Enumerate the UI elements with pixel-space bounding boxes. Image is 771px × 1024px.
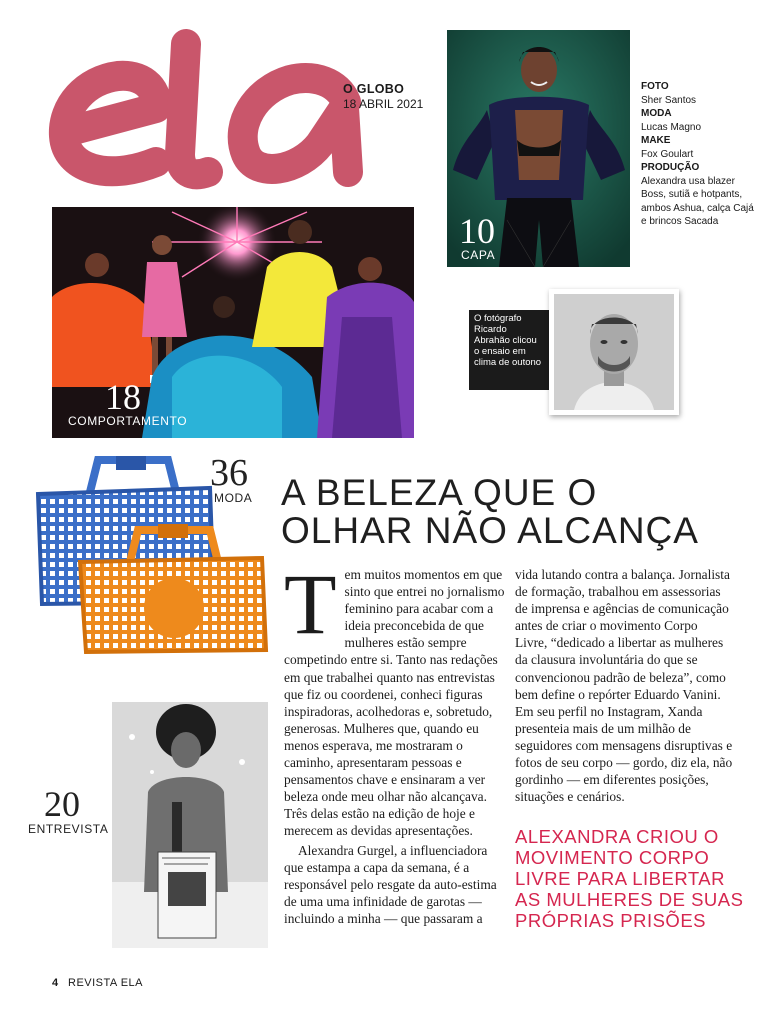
credit-value: Sher Santos (641, 94, 697, 106)
cover-page-label: CAPA (461, 248, 496, 262)
cover-page-number: 10 (459, 211, 495, 251)
article-paragraph (284, 556, 505, 840)
behavior-page-number: 18 (105, 377, 141, 417)
photographer-caption: O fotógrafo Ricardo Abrahão clicou o ensaio em clima de outono (469, 310, 549, 390)
credit-key: FOTO (641, 81, 669, 92)
photo-credits (641, 80, 761, 229)
behavior-page-label: COMPORTAMENTO (68, 414, 188, 428)
article-column-1 (284, 556, 505, 927)
issue-date: 18 ABRIL 2021 (343, 97, 424, 111)
credit-value: Lucas Magno (641, 121, 702, 133)
pull-quote: ALEXANDRA CRIOU O MOVIMENTO CORPO LIVRE PARA LIBERTAR AS MULHERES DE SUAS PRÓPRIAS PRISÕES (515, 826, 744, 931)
credit-key: MAKE (641, 135, 671, 146)
credit-value: Fox Goulart (641, 148, 694, 160)
behavior-photo[interactable] (52, 207, 414, 438)
article-paragraph: Alexandra Gurgel, a influenciadora que estampa a capa da semana, é a responsável pelo resgate da auto-estima de uma uma infinidade de garotas — incluindo a minha — que passaram a (284, 842, 497, 926)
article-paragraph: vida lutando contra a balança. Jornalista de formação, trabalhou em assessorias de imprensa e agências de comunicação antes de criar o movimento Corpo Livre, “dedicado a libertar as mulheres da clausura involuntária do que se convencionou padrão de beleza”, como bem define o repórter Eduardo Vanini. Em seu perfil no Instagram, Xanda presenteia mais de um milhão de seguidores com mensagens disruptivas e fotos de seu corpo — gordo, diz ela, não gordinho — em diferentes posições, situações e cenários. (515, 567, 733, 805)
cover-photo[interactable] (447, 30, 630, 267)
interview-page-label: ENTREVISTA (28, 822, 109, 836)
credit-key: MODA (641, 108, 672, 119)
interview-page-number: 20 (44, 784, 80, 824)
footer-page-number: 4 (52, 977, 59, 989)
interview-photo[interactable] (112, 702, 268, 948)
credit-value: Alexandra usa blazer Boss, sutiã e hotpants, ambos Ashua, calça Cajá e brincos Sacada (641, 175, 754, 227)
drop-cap: T (284, 556, 337, 652)
ela-logo (48, 22, 378, 192)
footer-magazine-name: REVISTA ELA (68, 977, 143, 989)
article-column-2 (515, 566, 733, 805)
newspaper-name: O GLOBO (343, 82, 405, 96)
paragraph-text: em muitos momentos em que sinto que entrei no jornalismo feminino para acabar com a ideia preconcebida de que mulheres estão sempre competindo entre si. Tanto nas redações em que trabalhei quanto nas entrevistas que fiz ou coordenei, conheci figuras inspiradoras, acolhedoras e, sobretudo, generosas. Mulheres que, quando eu menos esperava, me mostraram o caminho, apresentaram pessoas e pensamentos chave e ensinaram a ver beleza onde meu olhar não alcançava. Três delas estão na edição de hoje e merecem as devidas apresentações. (284, 567, 505, 839)
photographer-photo[interactable] (554, 294, 674, 410)
fashion-page-number: 36 (210, 452, 248, 494)
fashion-page-label: MODA (214, 491, 253, 505)
credit-key: PRODUÇÃO (641, 162, 700, 173)
article-headline: A BELEZA QUE O OLHAR NÃO ALCANÇA (281, 472, 699, 551)
